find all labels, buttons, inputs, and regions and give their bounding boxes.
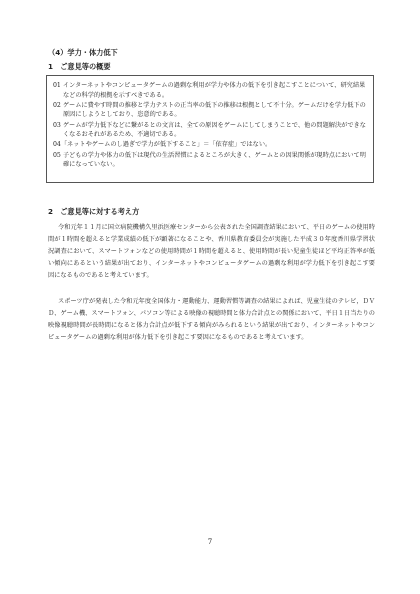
page-number: 7 [207,538,213,546]
opinion-item-02: 02 ゲームに費やす時間の推移と学力テストの正当率の低下の推移は根拠として不十分。ゲームだけを学力低下の原因にしようとしており、恣意的である。 [53,101,366,119]
section-title: （4）学力・体力低下 [48,48,118,57]
heading-response: 2 ご意見等に対する考え方 [48,207,140,216]
opinion-item-03: 03 ゲームが学力低下などに繋がるとの文言は、全ての原因をゲームにしてしまうことで、他の問題解決ができなくなるおそれがあるため、不適切である。 [53,121,366,139]
heading-opinion-summary: 1 ご意見等の概要 [48,62,111,71]
opinion-item-05: 05 子どもの学力や体力の低下は現代の生活習慣によるところが大きく、ゲームとの因果関係が現時点において明確になっていない。 [53,151,366,169]
response-paragraph-2: スポーツ庁が発表した令和元年度全国体力・運動能力、運動習慣等調査の結果によれば、児童生徒のテレビ，ＤＶＤ、ゲーム機、スマートフォン、パソコン等による映像の視聴時間と体力合計点との関係において、平日１日当たりの映像視聴時間が長時間になると体力合計点が低下する傾向がみられるという結果が出ており、インターネットやコンピュータゲームの過剰な利用が体力低下を引き起こす要因になるものであると考えています。 [48,298,375,341]
response-paragraph-1: 令和元年１１月に国立病院機構久里浜医療センターから公表された全国調査結果において、平日のゲームの使用時間が１時間を超えると学業成績の低下が顕著になることや、香川県教育委員会が実施した平成３０年度香川県学習状況調査において、スマートフォンなどの使用時間が１時間を超えると、使用時間が長い児童生徒ほど平均正答率が低い傾向にあるという結果が出ており、インターネットやコンピュータゲームの過剰な利用が学力低下を引き起こす要因になるものであると考えています。 [48,224,375,279]
opinion-item-01: 01 インターネットやコンピュータゲームの過剰な利用が学力や体力の低下を引き起こすことについて、研究結果などの科学的根拠を示すべきである。 [53,82,366,99]
opinion-item-04: 04「ネットやゲームのし過ぎで学力が低下すること」＝「依存症」ではない。 [53,141,272,149]
opinion-summary-box [46,75,374,183]
